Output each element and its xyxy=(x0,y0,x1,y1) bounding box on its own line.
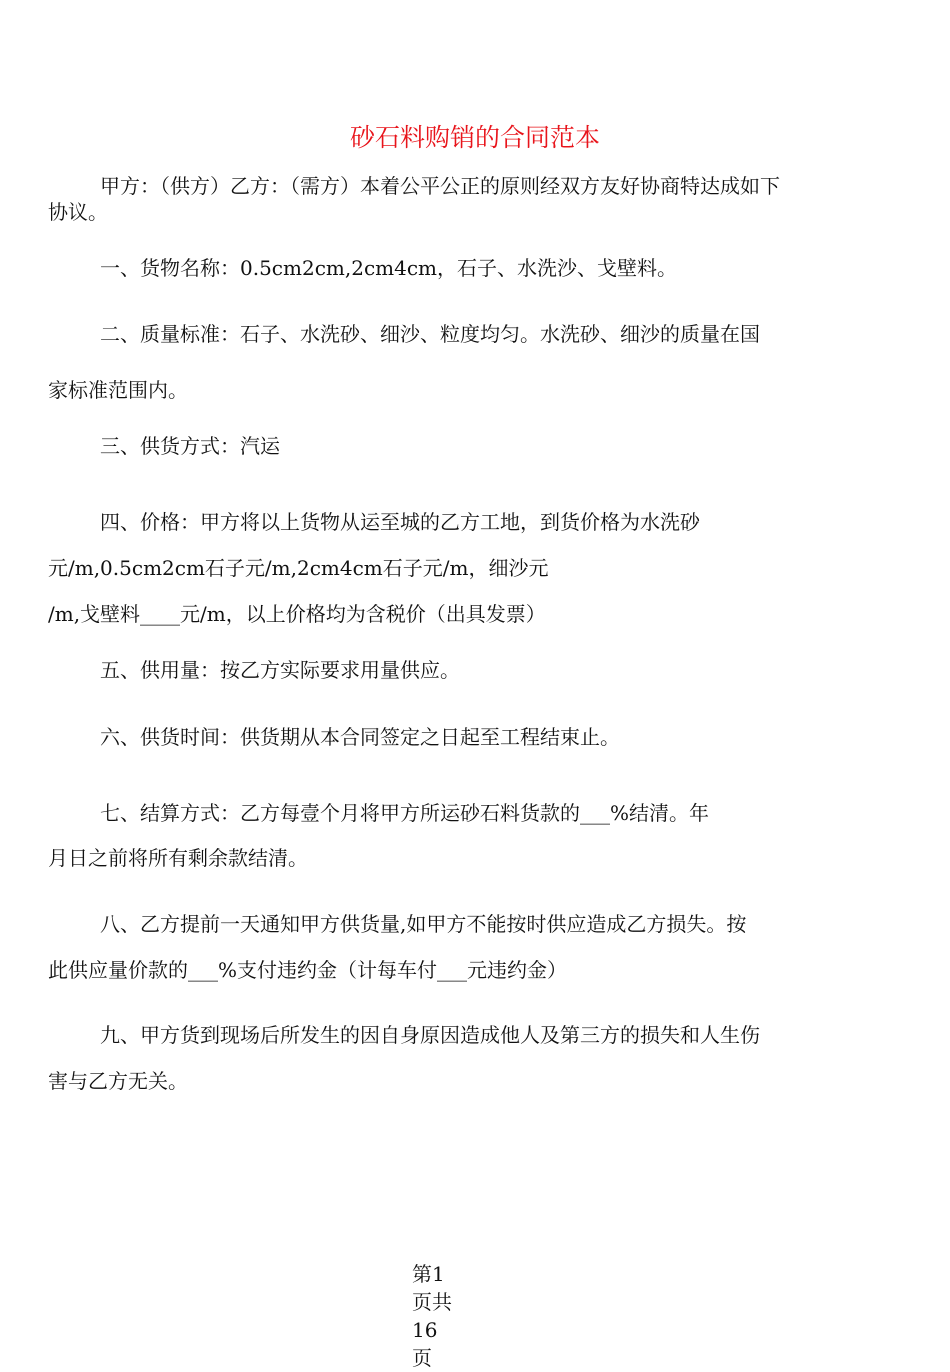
intro-line-1: 甲方：（供方）乙方：（需方）本着公平公正的原则经双方友好协商特达成如下 xyxy=(100,174,780,198)
clause-4-line-3: /m,戈壁料____元/m，以上价格均为含税价（出具发票） xyxy=(48,602,546,626)
clause-4-line-1: 四、价格：甲方将以上货物从运至城的乙方工地，到货价格为水洗砂 xyxy=(100,510,700,534)
footer-line-3: 16 xyxy=(412,1318,438,1342)
document-title: 砂石料购销的合同范本 xyxy=(349,123,600,152)
clause-4-line-2: 元/m,0.5cm2cm石子元/m,2cm4cm石子元/m，细沙元 xyxy=(48,556,549,580)
page-number-footer xyxy=(412,1260,472,1372)
footer-line-2: 页共 xyxy=(412,1290,452,1314)
clause-2-line-1: 二、质量标准：石子、水洗砂、细沙、粒度均匀。水洗砂、细沙的质量在国 xyxy=(100,322,760,346)
clause-9-line-2: 害与乙方无关。 xyxy=(48,1069,188,1093)
intro-line-2: 协议。 xyxy=(48,200,108,224)
clause-8-line-1: 八、乙方提前一天通知甲方供货量,如甲方不能按时供应造成乙方损失。按 xyxy=(100,912,747,936)
footer-line-4: 页 xyxy=(412,1346,432,1370)
clause-7-line-1: 七、结算方式：乙方每壹个月将甲方所运砂石料货款的___%结清。年 xyxy=(100,801,710,825)
clause-3: 三、供货方式：汽运 xyxy=(100,434,280,458)
footer-line-1: 第1 xyxy=(412,1262,445,1286)
clause-2-line-2: 家标准范围内。 xyxy=(48,378,188,402)
clause-1: 一、货物名称：0.5cm2cm,2cm4cm，石子、水洗沙、戈壁料。 xyxy=(100,256,678,280)
clause-9-line-1: 九、甲方货到现场后所发生的因自身原因造成他人及第三方的损失和人生伤 xyxy=(100,1023,760,1047)
clause-6: 六、供货时间：供货期从本合同签定之日起至工程结束止。 xyxy=(100,725,620,749)
clause-5: 五、供用量：按乙方实际要求用量供应。 xyxy=(100,658,460,682)
clause-8-line-2: 此供应量价款的___%支付违约金（计每车付___元违约金） xyxy=(48,958,568,982)
clause-7-line-2: 月日之前将所有剩余款结清。 xyxy=(48,846,308,870)
